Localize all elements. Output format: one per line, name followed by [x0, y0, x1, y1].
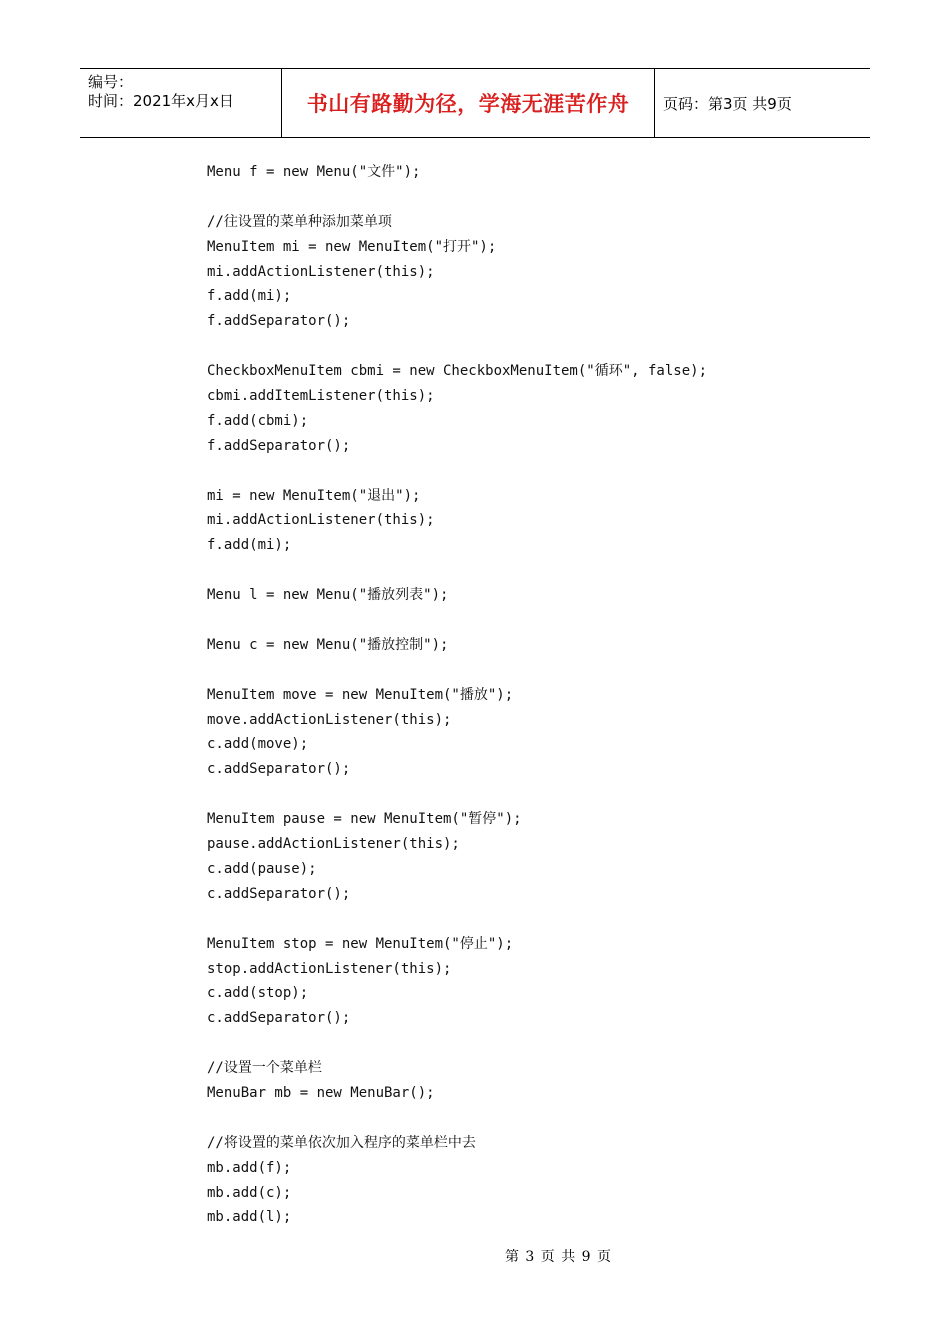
document-number-label: 编号：	[88, 73, 134, 91]
code-line: f.addSeparator();	[207, 437, 351, 454]
header-motto: 书山有路勤为径，学海无涯苦作舟	[306, 92, 630, 116]
code-line	[207, 608, 857, 633]
code-line	[207, 907, 857, 932]
header-meta-cell	[80, 69, 282, 137]
header-page-info: 页码：第3页 共9页	[663, 94, 792, 113]
page-header	[80, 68, 870, 138]
header-page-cell	[655, 69, 870, 137]
code-line: c.add(stop);	[207, 985, 309, 1002]
code-line: MenuBar mb = new MenuBar();	[207, 1084, 435, 1101]
code-line	[207, 1031, 857, 1056]
code-line: MenuItem pause = new MenuItem("暂停");	[207, 811, 522, 828]
code-line: f.add(mi);	[207, 288, 292, 305]
code-line: mi.addActionListener(this);	[207, 263, 435, 280]
code-line: //将设置的菜单依次加入程序的菜单栏中去	[207, 1134, 476, 1151]
code-line: mb.add(f);	[207, 1159, 292, 1176]
code-line: MenuItem move = new MenuItem("播放");	[207, 686, 514, 703]
page-footer	[0, 1246, 950, 1266]
code-line: CheckboxMenuItem cbmi = new CheckboxMenuItem("循环", false);	[207, 363, 708, 380]
code-line	[207, 658, 857, 683]
code-line: mi = new MenuItem("退出");	[207, 487, 421, 504]
document-time-label: 时间：2021年x月x日	[88, 92, 234, 110]
code-line: move.addActionListener(this);	[207, 711, 452, 728]
code-line	[207, 185, 857, 210]
code-line: c.add(move);	[207, 736, 309, 753]
code-line: pause.addActionListener(this);	[207, 836, 460, 853]
code-line: f.addSeparator();	[207, 313, 351, 330]
code-line: c.add(pause);	[207, 860, 317, 877]
code-line: c.addSeparator();	[207, 885, 351, 902]
code-line: f.add(mi);	[207, 537, 292, 554]
code-line: stop.addActionListener(this);	[207, 960, 452, 977]
code-line: c.addSeparator();	[207, 761, 351, 778]
code-line: //往设置的菜单种添加菜单项	[207, 213, 392, 230]
code-line	[207, 459, 857, 484]
footer-page-number: 第 3 页 共 9 页	[504, 1249, 613, 1265]
code-line: MenuItem stop = new MenuItem("停止");	[207, 935, 514, 952]
code-line	[207, 782, 857, 807]
code-line: Menu c = new Menu("播放控制");	[207, 636, 449, 653]
header-motto-cell	[282, 69, 655, 137]
code-line	[207, 334, 857, 359]
code-line: MenuItem mi = new MenuItem("打开");	[207, 238, 497, 255]
code-line: Menu f = new Menu("文件");	[207, 164, 421, 180]
code-line	[207, 1106, 857, 1131]
code-line: c.addSeparator();	[207, 1010, 351, 1027]
code-block	[207, 160, 857, 1230]
code-line	[207, 558, 857, 583]
code-line: Menu l = new Menu("播放列表");	[207, 587, 449, 604]
code-line: f.add(cbmi);	[207, 412, 309, 429]
code-line: mi.addActionListener(this);	[207, 512, 435, 529]
code-line: //设置一个菜单栏	[207, 1060, 322, 1077]
code-line: cbmi.addItemListener(this);	[207, 388, 435, 405]
code-line: mb.add(l);	[207, 1209, 292, 1226]
code-line: mb.add(c);	[207, 1184, 292, 1201]
